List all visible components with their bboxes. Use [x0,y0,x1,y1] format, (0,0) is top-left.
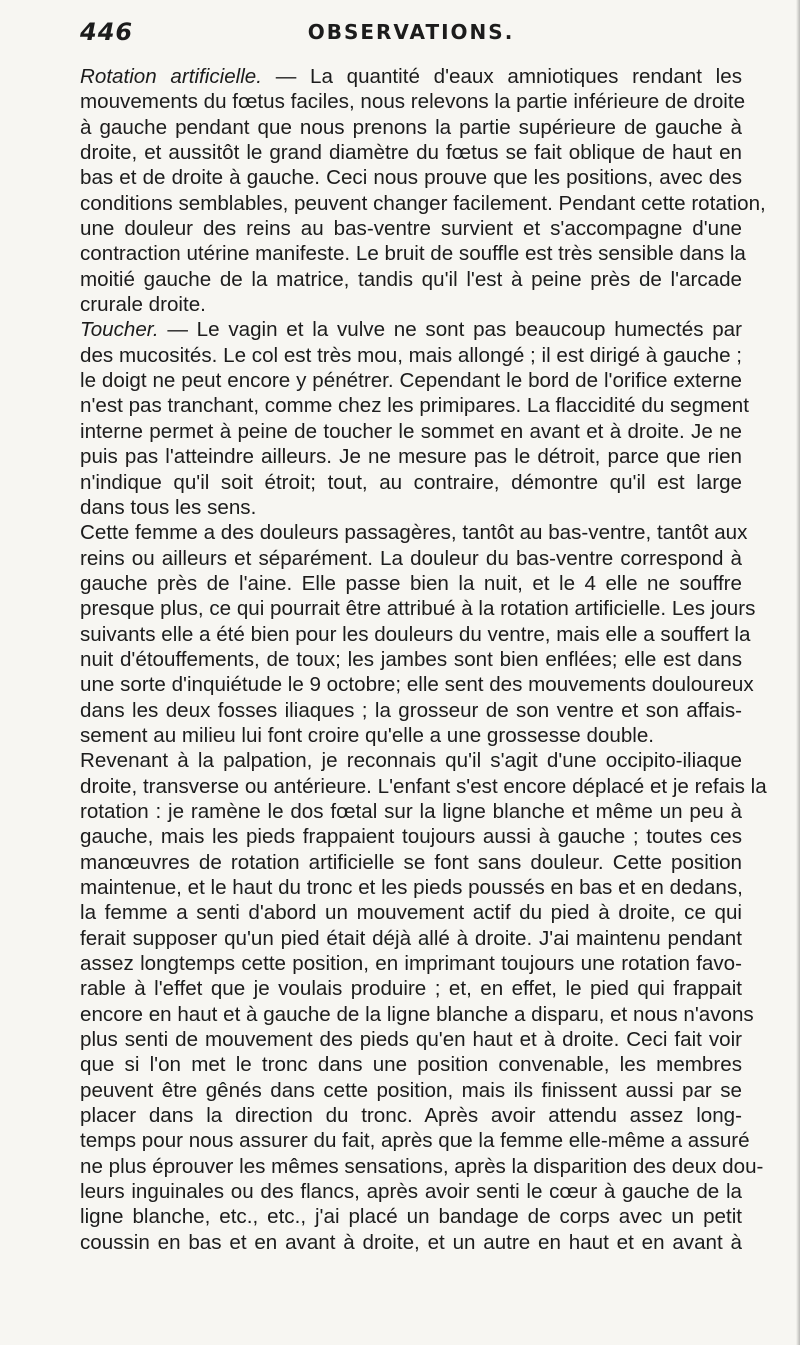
body-text [80,64,767,1255]
text-line: sement au milieu lui font croire qu'elle a une grossesse double. [80,723,655,747]
text-line: contraction utérine manifeste. Le bruit de souffle est très sensible dans la [80,242,746,266]
text-line: rotation : je ramène le dos fœtal sur la ligne blanche et même un peu à [80,799,742,823]
text-line: puis pas l'atteindre ailleurs. Je ne mesure pas le détroit, parce que rien [80,445,742,469]
text-line: presque plus, ce qui pourrait être attribué à la rotation artificielle. Les jours [80,597,756,621]
text-line: reins ou ailleurs et séparément. La douleur du bas-ventre correspond à [80,546,742,570]
page-number: 446 [80,18,134,46]
text-line: des mucosités. Le col est très mou, mais allongé ; il est dirigé à gauche ; [80,343,742,367]
text-line: dans les deux fosses iliaques ; la grosseur de son ventre et son affais- [80,698,742,722]
text-line: le doigt ne peut encore y pénétrer. Cependant le bord de l'orifice externe [80,369,742,393]
text-line: une sorte d'inquiétude le 9 octobre; elle sent des mouvements douloureux [80,673,754,697]
section-lead: Toucher. [80,318,159,342]
section-lead: Rotation artificielle. [80,65,262,88]
paragraph-palpation [80,748,767,1255]
text-line: ferait supposer qu'un pied était déjà allé à droite. J'ai maintenu pendant [80,926,742,950]
text-line: gauche, mais les pieds frappaient toujours aussi à gauche ; toutes ces [80,825,742,849]
paragraph-rotation [80,64,766,317]
text-line: interne permet à peine de toucher le sommet en avant et à droite. Je ne [80,419,742,443]
text-line: bas et de droite à gauche. Ceci nous prouve que les positions, avec des [80,166,742,190]
text-line: moitié gauche de la matrice, tandis qu'il l'est à peine près de l'arcade [80,267,742,291]
text-line: placer dans la direction du tronc. Après avoir attendu assez long- [80,1104,742,1128]
text-line: peuvent être gênés dans cette position, mais ils finissent aussi par se [80,1078,742,1102]
text-line: n'indique qu'il soit étroit; tout, au contraire, démontre qu'il est large [80,470,742,494]
text-line: droite, transverse ou antérieure. L'enfant s'est encore déplacé et je refais la [80,774,767,798]
running-head [80,18,742,52]
running-title: OBSERVATIONS. [307,20,515,44]
text-line: temps pour nous assurer du fait, après que la femme elle-même a assuré [80,1129,750,1153]
text-line: leurs inguinales ou des flancs, après avoir senti le cœur à gauche de la [80,1180,742,1204]
text-line: rable à l'effet que je voulais produire ; et, en effet, le pied qui frappait [80,977,742,1001]
text-line: que si l'on met le tronc dans une position convenable, les membres [80,1053,742,1077]
text-line: encore en haut et à gauche de la ligne blanche a disparu, et nous n'avons [80,1002,754,1026]
text-line: conditions semblables, peuvent changer facilement. Pendant cette rotation, [80,191,766,215]
paragraph-douleurs [80,520,756,748]
text-line: une douleur des reins au bas-ventre survient et s'accompagne d'une [80,217,742,241]
text-line: Toucher. — Le vagin et la vulve ne sont pas beaucoup humectés par [80,318,742,342]
text-line: coussin en bas et en avant à droite, et un autre en haut et en avant à [80,1230,742,1254]
text-line: ne plus éprouver les mêmes sensations, après la disparition des deux dou- [80,1154,764,1178]
text-line: suivants elle a été bien pour les douleurs du ventre, mais elle a souffert la [80,622,751,646]
text-line: gauche près de l'aine. Elle passe bien la nuit, et le 4 elle ne souffre [80,571,742,595]
text-line: plus senti de mouvement des pieds qu'en haut et à droite. Ceci fait voir [80,1028,742,1052]
text-line: assez longtemps cette position, en imprimant toujours une rotation favo- [80,952,742,976]
text-line: maintenue, et le haut du tronc et les pieds poussés en bas et en dedans, [80,876,743,899]
text-line: n'est pas tranchant, comme chez les primipares. La flaccidité du segment [80,394,749,418]
text-line: manœuvres de rotation artificielle se font sans douleur. Cette position [80,850,742,874]
paragraph-toucher [80,317,749,520]
text-line: crurale droite. [80,293,206,317]
text-line: Revenant à la palpation, je reconnais qu'il s'agit d'une occipito-iliaque [80,749,742,773]
text-line: Rotation artificielle. — La quantité d'eaux amniotiques rendant les [80,65,743,88]
text-line: ligne blanche, etc., etc., j'ai placé un bandage de corps avec un petit [80,1205,742,1229]
text-line: dans tous les sens. [80,495,257,519]
text-line: à gauche pendant que nous prenons la partie supérieure de gauche à [80,115,742,139]
text-line: Cette femme a des douleurs passagères, tantôt au bas-ventre, tantôt aux [80,521,748,545]
text-line: droite, et aussitôt le grand diamètre du fœtus se fait oblique de haut en [80,141,742,165]
text-line: nuit d'étouffements, de toux; les jambes sont bien enflées; elle est dans [80,647,742,671]
text-line: la femme a senti d'abord un mouvement actif du pied à droite, ce qui [80,901,742,925]
text-line: mouvements du fœtus faciles, nous relevons la partie inférieure de droite [80,90,746,114]
